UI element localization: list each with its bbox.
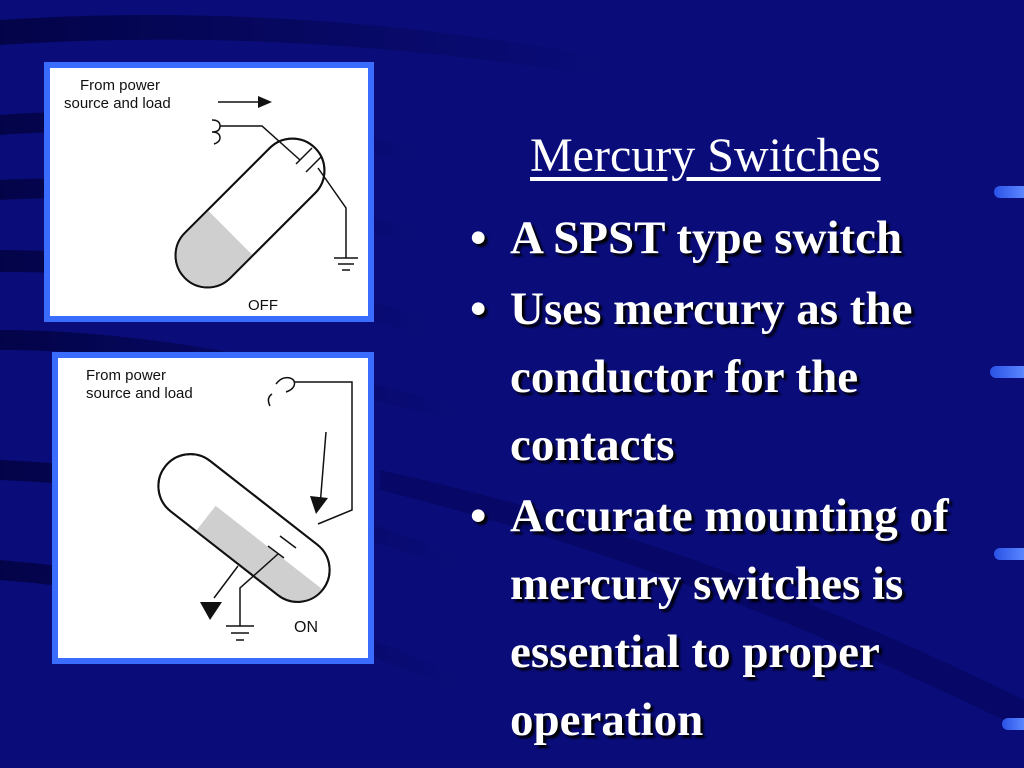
arrow-down-left-icon (200, 566, 238, 620)
bullet-dot-icon: • (470, 283, 487, 335)
slide-title: Mercury Switches (530, 129, 881, 182)
diagram-switch-off (50, 68, 368, 316)
bullet-list (470, 204, 1024, 757)
figure-off-state-label: OFF (248, 297, 278, 314)
tilted-capsule-off (162, 125, 337, 300)
figure-on-source-line2: source and load (86, 385, 193, 402)
bullet-text: A SPST type switch (510, 212, 903, 264)
wires-on (268, 378, 352, 524)
bullet-item (470, 275, 1024, 479)
bullet-item (470, 204, 1024, 272)
decorative-edge-mark (994, 186, 1024, 198)
arrow-right-icon (218, 96, 272, 108)
bullet-dot-icon: • (470, 490, 487, 542)
diagram-switch-on (58, 358, 368, 658)
ground-symbol-icon (226, 626, 254, 640)
figure-off-source-line1: From power (80, 77, 161, 94)
figure-mercury-switch-off (44, 62, 374, 322)
figure-on-state-label: ON (294, 619, 318, 636)
bullet-text: Uses mercury as the conductor for the contacts (510, 283, 913, 471)
bullet-dot-icon: • (470, 212, 487, 264)
ground-symbol-icon (334, 258, 358, 270)
arrow-down-icon (310, 432, 328, 514)
tilted-capsule-on (145, 441, 342, 615)
figure-on-source-line1: From power (86, 367, 167, 384)
bullet-item (470, 482, 1024, 754)
figure-off-source-line2: source and load (64, 95, 171, 112)
figure-mercury-switch-on (52, 352, 374, 664)
bullet-text: Accurate mounting of mercury switches is essential to proper operation (510, 490, 949, 746)
